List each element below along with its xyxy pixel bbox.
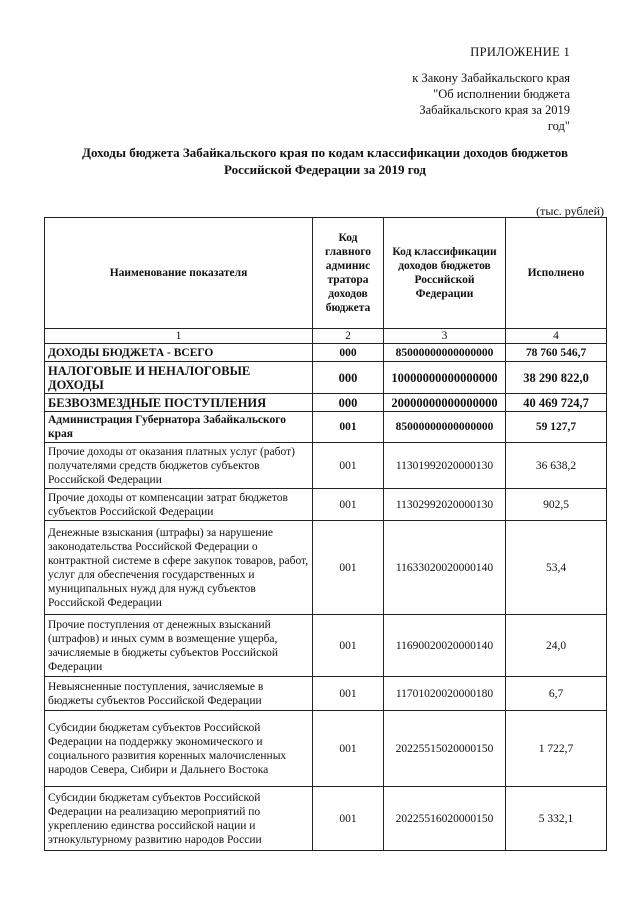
row-class-code: 11701020020000180 [384, 677, 506, 711]
row-admin-code: 001 [313, 787, 384, 851]
row-admin-code: 001 [313, 443, 384, 489]
table-header-row [45, 218, 607, 329]
row-admin-code: 000 [313, 362, 384, 394]
row-amount: 38 290 822,0 [506, 362, 607, 394]
row-name: БЕЗВОЗМЕЗДНЫЕ ПОСТУПЛЕНИЯ [45, 394, 313, 412]
row-class-code: 20225516020000150 [384, 787, 506, 851]
row-amount: 53,4 [506, 521, 607, 615]
row-admin-code: 000 [313, 394, 384, 412]
table-row [45, 615, 607, 677]
row-name: Невыясненные поступления, зачисляемые в бюджеты субъектов Российской Федерации [45, 677, 313, 711]
units-label: (тыс. рублей) [536, 204, 604, 218]
law-reference-line-1: к Закону Забайкальского края [412, 71, 570, 85]
column-number: 2 [313, 329, 384, 344]
table-row [45, 443, 607, 489]
row-class-code: 11690020020000140 [384, 615, 506, 677]
row-amount: 6,7 [506, 677, 607, 711]
row-amount: 1 722,7 [506, 711, 607, 787]
column-number: 3 [384, 329, 506, 344]
row-amount: 36 638,2 [506, 443, 607, 489]
table-row [45, 362, 607, 394]
appendix-title: ПРИЛОЖЕНИЕ 1 [470, 45, 570, 59]
column-header-class-code: Код классификации доходов бюджетов Российской Федерации [384, 218, 506, 329]
law-reference-line-3: Забайкальского края за 2019 год" [419, 103, 570, 133]
row-admin-code: 001 [313, 677, 384, 711]
row-amount: 78 760 546,7 [506, 344, 607, 362]
appendix-block [400, 44, 570, 134]
row-class-code: 11633020020000140 [384, 521, 506, 615]
row-name: ДОХОДЫ БЮДЖЕТА - ВСЕГО [45, 344, 313, 362]
row-amount: 59 127,7 [506, 412, 607, 443]
row-name: Денежные взыскания (штрафы) за нарушение законодательства Российской Федерации о контрактной системе в сфере закупок товаров, работ, услуг для обеспечения государственных и муниципальных нужд для нужд субъектов Российской Федерации [45, 521, 313, 615]
column-header-name: Наименование показателя [45, 218, 313, 329]
row-name: Прочие поступления от денежных взысканий (штрафов) и иных сумм в возмещение ущерба, зачисляемые в бюджеты субъектов Российской Федерации [45, 615, 313, 677]
row-admin-code: 001 [313, 489, 384, 521]
row-name: Администрация Губернатора Забайкальского края [45, 412, 313, 443]
table-row [45, 677, 607, 711]
table-row [45, 521, 607, 615]
row-name: НАЛОГОВЫЕ И НЕНАЛОГОВЫЕ ДОХОДЫ [45, 362, 313, 394]
row-admin-code: 001 [313, 711, 384, 787]
column-header-executed: Исполнено [506, 218, 607, 329]
row-class-code: 10000000000000000 [384, 362, 506, 394]
row-amount: 24,0 [506, 615, 607, 677]
row-name: Прочие доходы от оказания платных услуг (работ) получателями средств бюджетов субъектов Российской Федерации [45, 443, 313, 489]
row-class-code: 11302992020000130 [384, 489, 506, 521]
table-row [45, 787, 607, 851]
document-title-line-2: Российской Федерации за 2019 год [223, 162, 427, 177]
table-row [45, 489, 607, 521]
document-title [40, 144, 610, 178]
column-number: 4 [506, 329, 607, 344]
table-row [45, 711, 607, 787]
row-class-code: 20225515020000150 [384, 711, 506, 787]
row-class-code: 85000000000000000 [384, 344, 506, 362]
row-amount: 902,5 [506, 489, 607, 521]
table-row [45, 412, 607, 443]
row-admin-code: 001 [313, 615, 384, 677]
row-amount: 5 332,1 [506, 787, 607, 851]
row-admin-code: 001 [313, 521, 384, 615]
row-class-code: 85000000000000000 [384, 412, 506, 443]
row-name: Субсидии бюджетам субъектов Российской Федерации на поддержку экономического и социального развития коренных малочисленных народов Севера, Сибири и Дальнего Востока [45, 711, 313, 787]
row-admin-code: 000 [313, 344, 384, 362]
column-number-row [45, 329, 607, 344]
row-class-code: 20000000000000000 [384, 394, 506, 412]
document-title-line-1: Доходы бюджета Забайкальского края по кодам классификации доходов бюджетов [82, 145, 568, 160]
column-number: 1 [45, 329, 313, 344]
row-name: Субсидии бюджетам субъектов Российской Федерации на реализацию мероприятий по укреплению единства российской нации и этнокультурному развитию народов России [45, 787, 313, 851]
row-amount: 40 469 724,7 [506, 394, 607, 412]
row-name: Прочие доходы от компенсации затрат бюджетов субъектов Российской Федерации [45, 489, 313, 521]
table-row [45, 394, 607, 412]
table-row [45, 344, 607, 362]
row-class-code: 11301992020000130 [384, 443, 506, 489]
law-reference-line-2: "Об исполнении бюджета [433, 87, 570, 101]
revenue-table [44, 217, 607, 851]
column-header-admin-code: Код главного админис тратора доходов бюджета [313, 218, 384, 329]
row-admin-code: 001 [313, 412, 384, 443]
